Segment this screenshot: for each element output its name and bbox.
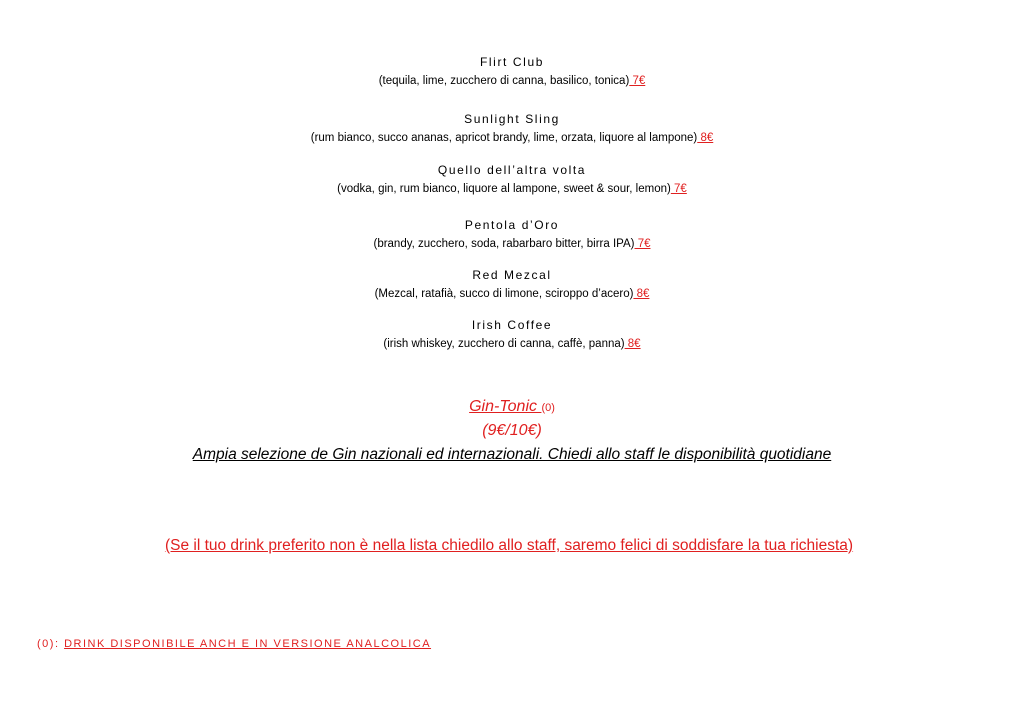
- non-alcoholic-marker: (0): [541, 402, 555, 414]
- gin-tonic-section: [0, 397, 1024, 466]
- drink-name: Sunlight Sling: [464, 112, 560, 126]
- drink-description-line: [0, 287, 1024, 301]
- staff-request-note: (Se il tuo drink preferito non è nella lista chiedilo allo staff, saremo felici di soddisfare la tua richiesta): [164, 537, 854, 554]
- drink-description: (irish whiskey, zucchero di canna, caffè, panna): [383, 338, 625, 350]
- drink-description: (Mezcal, ratafià, succo di limone, sciroppo d’acero): [374, 288, 634, 300]
- drink-item-red-mezcal: [0, 268, 1024, 301]
- gin-tonic-title: [0, 397, 1024, 418]
- drink-description-line: [0, 237, 1024, 251]
- drink-item-pentola-d-oro: [0, 218, 1024, 251]
- drink-price: 8€: [624, 338, 641, 350]
- drink-description-line: [0, 74, 1024, 88]
- gin-tonic-price: (9€/10€): [482, 422, 542, 439]
- drink-price: 7€: [670, 183, 687, 195]
- drink-name: Red Mezcal: [472, 268, 552, 282]
- drink-name: Irish Coffee: [471, 318, 553, 332]
- drink-name: Flirt Club: [479, 55, 544, 69]
- drink-description: (rum bianco, succo ananas, apricot brandy, lime, orzata, liquore al lampone): [310, 132, 698, 144]
- drink-price: 7€: [634, 238, 651, 250]
- drink-item-flirt-club: [0, 55, 1024, 88]
- footnote-text: DRINK DISPONIBILE ANCH E IN VERSIONE ANALCOLICA: [64, 638, 432, 650]
- drink-item-quello-dell-altra-volta: [0, 163, 1024, 196]
- drink-item-sunlight-sling: [0, 112, 1024, 145]
- drink-price: 8€: [697, 132, 714, 144]
- drink-description: (vodka, gin, rum bianco, liquore al lampone, sweet & sour, lemon): [337, 183, 671, 195]
- drink-price: 8€: [633, 288, 650, 300]
- drink-item-irish-coffee: [0, 318, 1024, 351]
- drink-description-line: [0, 131, 1024, 145]
- drink-description-line: [0, 182, 1024, 196]
- drink-price: 7€: [629, 75, 646, 87]
- non-alcoholic-footnote: [37, 638, 431, 650]
- drink-name: Quello dell’altra volta: [437, 163, 587, 177]
- drink-description-line: [0, 337, 1024, 351]
- footnote-label: (0):: [37, 638, 65, 650]
- drink-description: (tequila, lime, zucchero di canna, basilico, tonica): [378, 75, 630, 87]
- gin-selection-note: Ampia selezione de Gin nazionali ed internazionali. Chiedi allo staff le disponibilità quotidiane: [192, 446, 832, 463]
- drink-name: Pentola d’Oro: [464, 218, 560, 232]
- gin-tonic-name: Gin-Tonic: [469, 398, 542, 415]
- drink-description: (brandy, zucchero, soda, rabarbaro bitter, birra IPA): [373, 238, 635, 250]
